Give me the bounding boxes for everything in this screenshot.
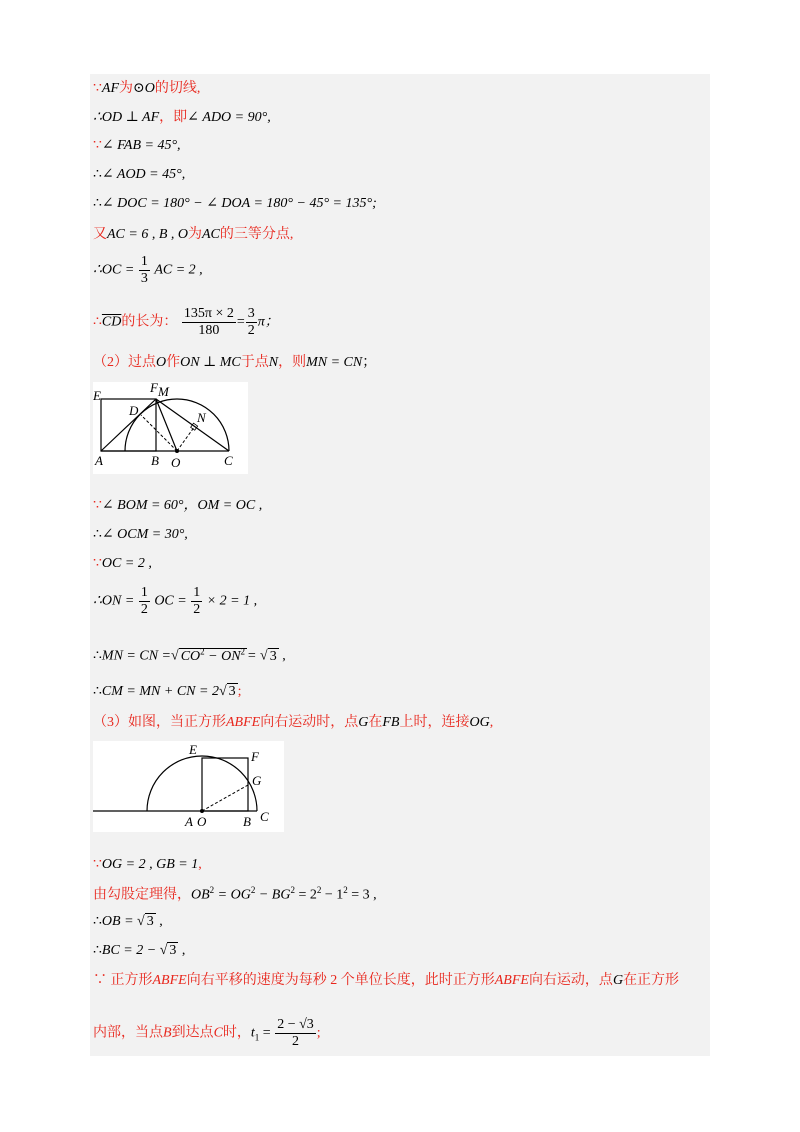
label-o: O bbox=[197, 814, 207, 829]
text: ，则 bbox=[278, 355, 307, 370]
text: 为 bbox=[188, 227, 202, 242]
solution-line-12 bbox=[93, 557, 152, 571]
math-text: ∴OC = bbox=[93, 262, 135, 278]
label-a: A bbox=[95, 453, 103, 468]
math-text: N bbox=[268, 355, 279, 370]
label-n: N bbox=[197, 410, 206, 425]
label-m: M bbox=[158, 384, 169, 399]
therefore-symbol: ∴ bbox=[93, 684, 102, 699]
solution-line-7 bbox=[93, 255, 203, 286]
solution-line-13 bbox=[93, 586, 257, 617]
label-c: C bbox=[224, 453, 233, 468]
geometry-diagram-2 bbox=[93, 741, 284, 832]
solution-line-19: ∴OB = √ 3 , bbox=[93, 914, 163, 929]
math-text: − BG bbox=[255, 887, 291, 903]
solution-line-3 bbox=[93, 139, 181, 153]
label-d: D bbox=[129, 403, 139, 418]
sqrt-value: 3 bbox=[269, 648, 277, 664]
math-text: OC = 2 , bbox=[101, 556, 152, 571]
math-text: ∠ AOD = 45°, bbox=[101, 167, 186, 182]
exponent: 2 bbox=[209, 885, 215, 895]
denominator: 2 bbox=[193, 602, 201, 617]
exponent: 2 bbox=[240, 646, 246, 656]
math-text: × 2 = 1 , bbox=[206, 593, 258, 609]
text: , bbox=[489, 715, 494, 730]
fraction bbox=[182, 307, 236, 338]
text: 上时，连接 bbox=[399, 715, 470, 730]
math-text: ON ⊥ MC bbox=[180, 355, 241, 370]
text: 在正方形 bbox=[623, 973, 680, 988]
text: , bbox=[155, 914, 163, 929]
math-text: AC = 6 , B , O bbox=[107, 227, 188, 242]
sqrt-value: 3 bbox=[146, 914, 154, 929]
math-text: OB = bbox=[101, 914, 138, 929]
math-text: OB bbox=[191, 887, 210, 903]
math-text: OC = bbox=[154, 593, 187, 609]
text: 作 bbox=[166, 355, 181, 370]
label-b: B bbox=[151, 453, 159, 468]
math-text: OM = OC , bbox=[197, 498, 263, 513]
math-text: O bbox=[156, 355, 167, 370]
text: 在 bbox=[368, 715, 383, 730]
figure-1 bbox=[93, 382, 248, 474]
because-symbol: ∵ bbox=[93, 556, 102, 571]
label-f: F bbox=[251, 749, 259, 764]
label-e: E bbox=[189, 742, 197, 757]
math-text: C bbox=[213, 1025, 223, 1041]
solution-line-1 bbox=[93, 82, 200, 96]
geometry-diagram-1 bbox=[93, 382, 248, 474]
text: ∵ 正方形 bbox=[93, 973, 153, 988]
math-text: ∴ON = bbox=[93, 593, 135, 609]
math-text: G bbox=[358, 715, 369, 730]
sqrt-value: 3 bbox=[228, 684, 236, 699]
numerator: 1 bbox=[140, 585, 148, 600]
therefore-symbol: ∴ bbox=[93, 648, 102, 664]
math-text: ⊙O bbox=[133, 81, 155, 96]
text: 的三等分点, bbox=[219, 227, 294, 242]
solution-line-20: ∴BC = 2 − √ 3 , bbox=[93, 943, 186, 958]
solution-line-18 bbox=[93, 886, 377, 903]
denominator: 2 bbox=[292, 1034, 299, 1049]
math-text: − ON bbox=[204, 648, 241, 664]
math-text: = bbox=[259, 1025, 271, 1041]
solution-line-4 bbox=[93, 168, 185, 182]
solution-line-22 bbox=[93, 1018, 321, 1049]
math-text: = 2 bbox=[294, 887, 317, 903]
label-c: C bbox=[260, 809, 269, 824]
subscript: 1 bbox=[254, 1032, 260, 1043]
math-text: ∠ ADO = 90°, bbox=[187, 110, 271, 125]
text: , bbox=[198, 857, 202, 872]
solution-line-6 bbox=[93, 228, 293, 242]
numerator: 135π × 2 bbox=[183, 306, 234, 321]
numerator: 1 bbox=[193, 585, 201, 600]
math-text: B bbox=[163, 1025, 172, 1041]
math-text: ∴OD ⊥ AF bbox=[93, 110, 160, 125]
denominator: 180 bbox=[198, 323, 220, 338]
text: （3）如图，当正方形 bbox=[93, 715, 226, 730]
math-text: ∠ BOM = 60°， bbox=[101, 498, 198, 513]
denominator: 2 bbox=[247, 323, 255, 338]
label-b: B bbox=[243, 814, 251, 829]
solution-line-9 bbox=[93, 356, 376, 370]
text: 时， bbox=[222, 1025, 251, 1041]
solution-line-17 bbox=[93, 858, 202, 872]
math-text: t bbox=[250, 1025, 255, 1041]
math-text: ∠ DOC = 180° − ∠ DOA = 180° − 45° = 135°; bbox=[101, 196, 377, 211]
exponent: 2 bbox=[290, 885, 295, 895]
numerator: 1 bbox=[140, 254, 148, 269]
solution-line-15: ∴CM = MN + CN = 2√ 3 ; bbox=[93, 684, 242, 699]
denominator: 2 bbox=[140, 602, 148, 617]
math-text: AC = 2 , bbox=[154, 262, 203, 278]
math-text: ABFE bbox=[226, 715, 261, 730]
math-text: OG bbox=[469, 715, 490, 730]
text: ，即 bbox=[159, 110, 188, 125]
math-text: = bbox=[247, 648, 260, 664]
fraction bbox=[139, 586, 150, 617]
math-text: π； bbox=[257, 314, 279, 330]
math-text: BC = 2 − bbox=[101, 943, 160, 958]
numerator: 2 − √3 bbox=[277, 1017, 314, 1032]
text: , bbox=[178, 943, 186, 958]
sqrt-value: 3 bbox=[169, 943, 177, 958]
label-g: G bbox=[252, 773, 262, 788]
exponent: 2 bbox=[316, 885, 322, 895]
therefore-symbol: ∴ bbox=[93, 914, 102, 929]
fraction bbox=[246, 307, 257, 338]
therefore-symbol: ∴ bbox=[93, 196, 102, 211]
text: （2）过点 bbox=[93, 355, 156, 370]
therefore-symbol: ∴ bbox=[93, 314, 102, 330]
math-text: OG = 2 , GB = 1 bbox=[101, 857, 199, 872]
fraction bbox=[191, 586, 202, 617]
therefore-symbol: ∴ bbox=[93, 943, 102, 958]
sqrt-expression bbox=[179, 648, 247, 664]
because-symbol: ∵ bbox=[93, 138, 102, 153]
therefore-symbol: ∴ bbox=[93, 167, 102, 182]
text: 向右平移的速度为每秒 2 个单位长度，此时正方形 bbox=[186, 973, 495, 988]
math-text: AC bbox=[202, 227, 220, 242]
because-symbol: ∵ bbox=[93, 498, 102, 513]
math-text: CO bbox=[180, 648, 201, 664]
text: ; bbox=[237, 684, 242, 699]
text: 的切线, bbox=[154, 81, 201, 96]
math-text: ABFE bbox=[152, 973, 187, 988]
solution-line-14: ∴MN = CN =√ $CO^2 - ON^2$ = √ 3 , bbox=[93, 646, 286, 664]
content-panel bbox=[90, 74, 710, 1056]
text: 又 bbox=[93, 227, 107, 242]
arc-cd: $\overline{CD}$ bbox=[101, 314, 122, 330]
label-a: A bbox=[185, 814, 193, 829]
because-symbol: ∵ bbox=[93, 857, 102, 872]
text: 向右运动时，点 bbox=[260, 715, 359, 730]
equals: = bbox=[236, 314, 245, 330]
text: 为 bbox=[119, 81, 134, 96]
therefore-symbol: ∴ bbox=[93, 527, 102, 542]
text: 向右运动，点 bbox=[528, 973, 613, 988]
math-text: AF bbox=[101, 81, 120, 96]
exponent: 2 bbox=[343, 885, 348, 895]
text: 到达点 bbox=[171, 1025, 214, 1041]
figure-2 bbox=[93, 741, 284, 832]
solution-line-16 bbox=[93, 716, 493, 730]
solution-line-21 bbox=[93, 974, 679, 988]
text: , bbox=[278, 648, 286, 664]
math-text: CM = MN + CN = 2 bbox=[101, 684, 219, 699]
math-text: ABFE bbox=[494, 973, 529, 988]
label-o: O bbox=[171, 455, 181, 470]
solution-line-10 bbox=[93, 499, 262, 513]
denominator: 3 bbox=[140, 271, 148, 286]
math-text: = 3 , bbox=[347, 887, 377, 903]
math-text: − 1 bbox=[321, 887, 344, 903]
solution-line-2 bbox=[93, 111, 271, 125]
solution-line-5 bbox=[93, 197, 377, 211]
math-text: FB bbox=[382, 715, 400, 730]
text: ； bbox=[362, 355, 377, 370]
text: ; bbox=[316, 1025, 321, 1041]
math-text: G bbox=[612, 973, 624, 988]
solution-line-8 bbox=[93, 307, 279, 338]
math-text: ∠ OCM = 30°, bbox=[101, 527, 188, 542]
text: 由勾股定理得， bbox=[93, 887, 191, 903]
text: 的长为： bbox=[121, 314, 178, 330]
fraction bbox=[275, 1018, 316, 1049]
math-text: = OG bbox=[214, 887, 251, 903]
exponent: 2 bbox=[250, 885, 256, 895]
math-text: MN = CN bbox=[306, 355, 363, 370]
fraction bbox=[139, 255, 150, 286]
exponent: 2 bbox=[200, 646, 205, 656]
text: 于点 bbox=[240, 355, 269, 370]
solution-line-11 bbox=[93, 528, 188, 542]
because-symbol: ∵ bbox=[93, 81, 102, 96]
math-text: ∠ FAB = 45°, bbox=[101, 138, 181, 153]
label-f: F bbox=[150, 382, 158, 395]
text: 内部，当点 bbox=[93, 1025, 163, 1041]
numerator: 3 bbox=[247, 306, 255, 321]
math-text: MN = CN = bbox=[101, 648, 171, 664]
label-e: E bbox=[93, 388, 101, 403]
